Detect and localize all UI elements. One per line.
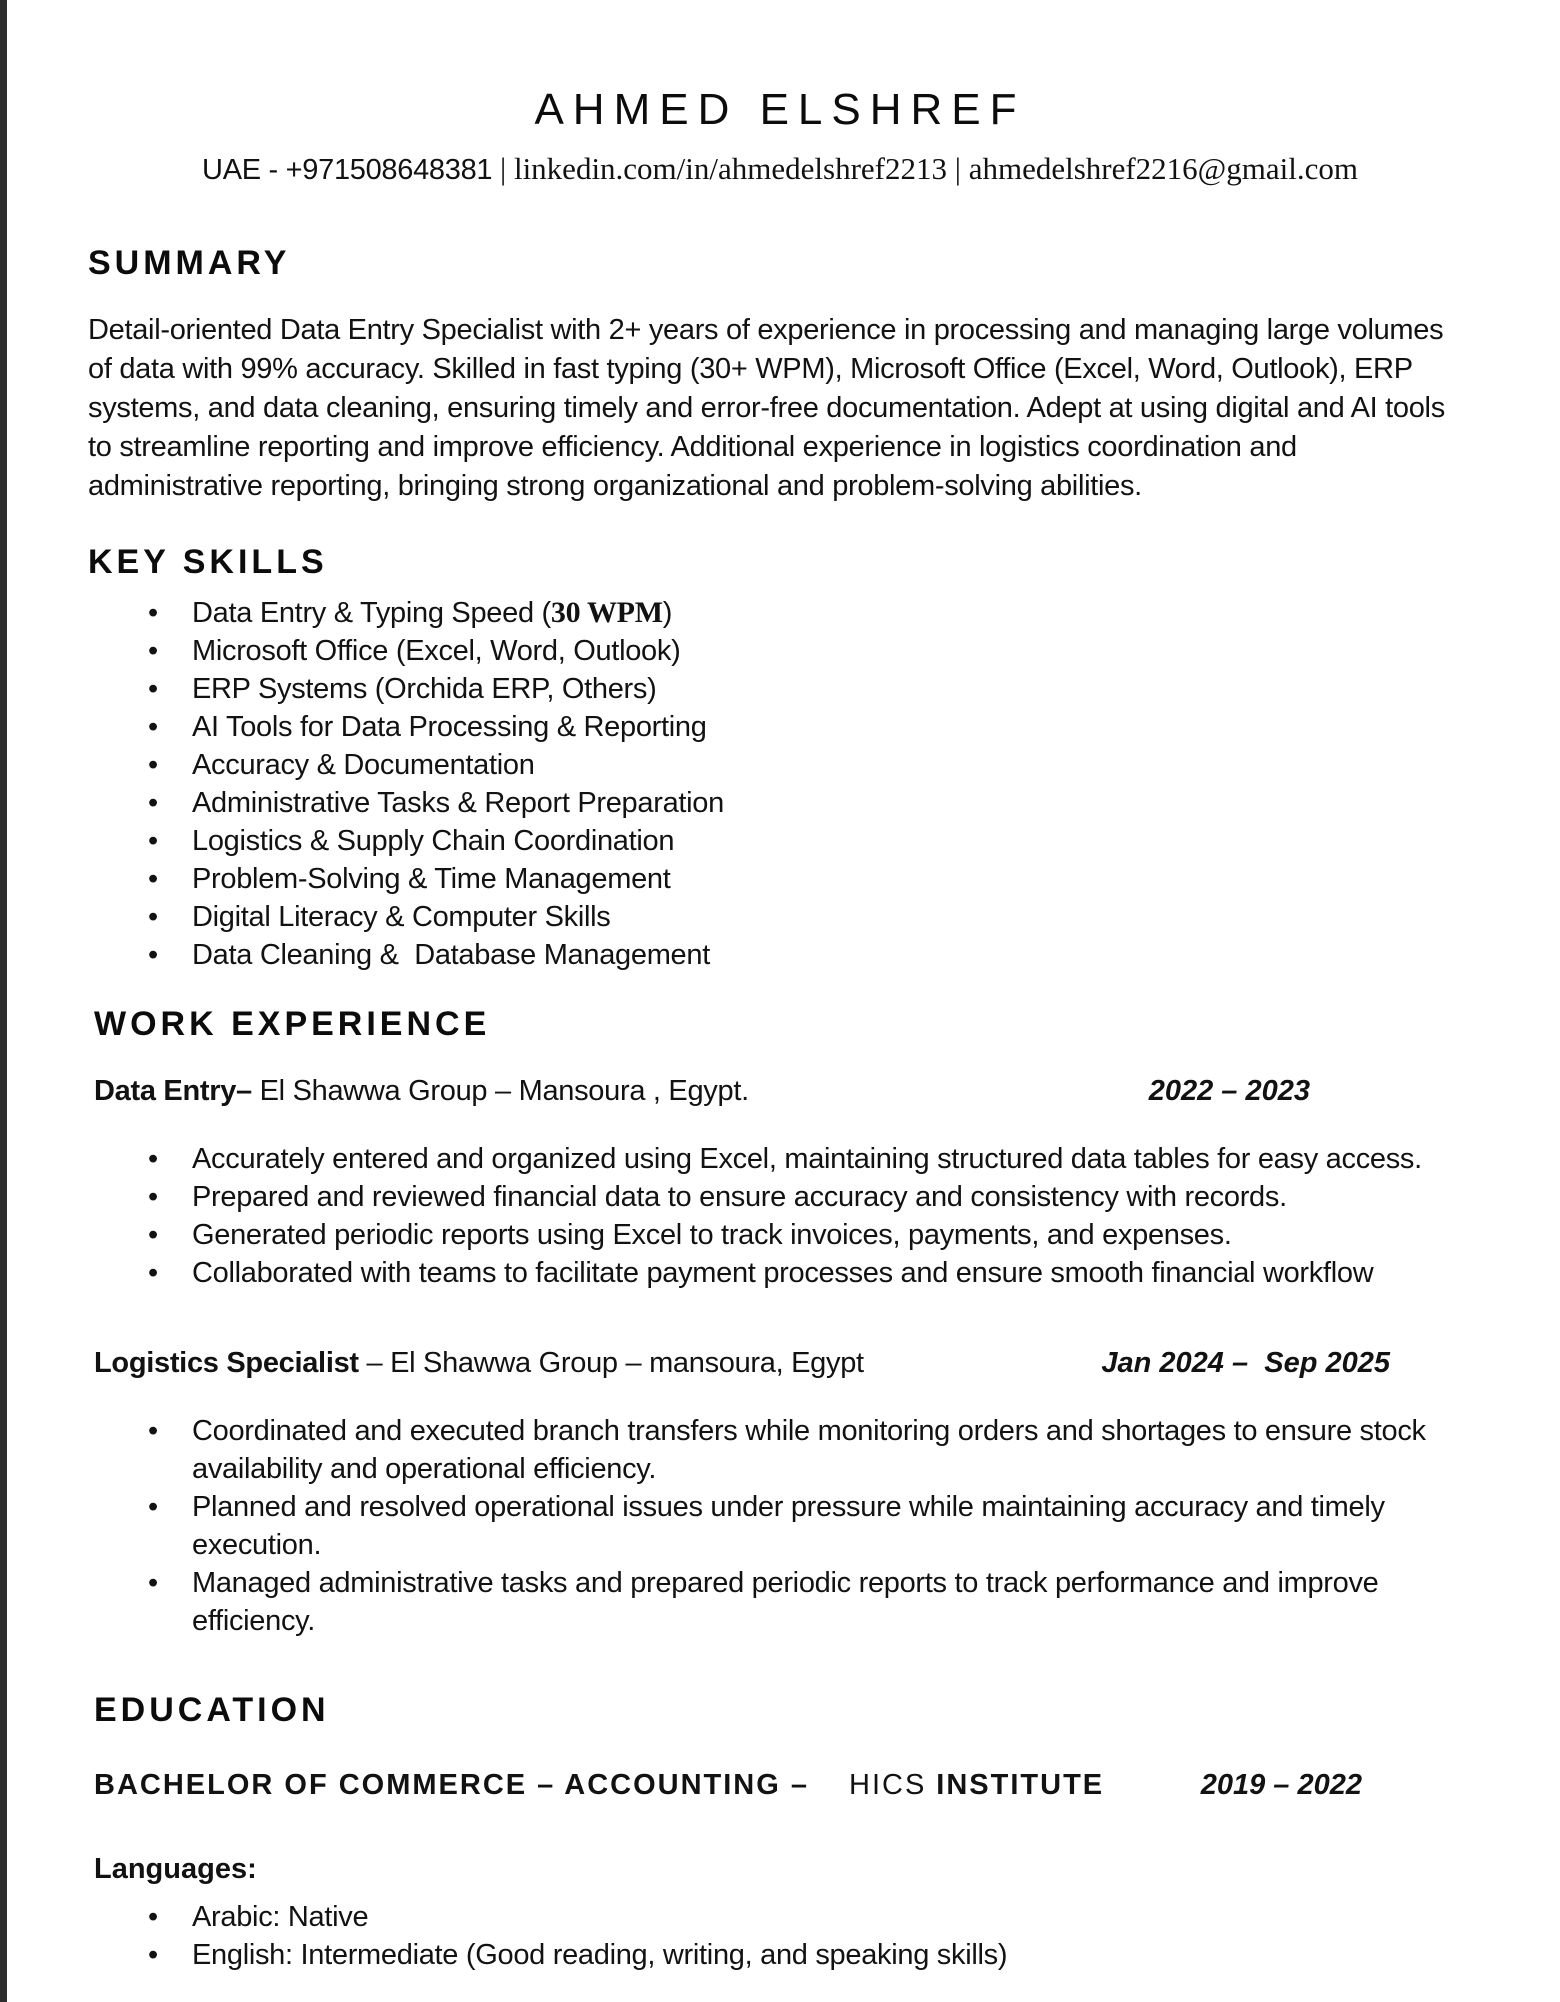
skill-item: • AI Tools for Data Processing & Reporting — [192, 708, 1472, 746]
skill-item: • Problem-Solving & Time Management — [192, 860, 1472, 898]
key-skills-list — [88, 594, 1472, 974]
linkedin-text: linkedin.com/in/ahmedelshref2213 — [513, 151, 947, 186]
language-item: • English: Intermediate (Good reading, writing, and speaking skills) — [192, 1936, 1472, 1974]
education-institute-name: HICS — [849, 1769, 927, 1801]
skill-item: • Microsoft Office (Excel, Word, Outlook) — [192, 632, 1472, 670]
resume-document — [88, 0, 1472, 1974]
section-heading-education: EDUCATION — [94, 1691, 330, 1729]
skill-item: • Data Cleaning & Database Management — [192, 936, 1472, 974]
skill-item: • Logistics & Supply Chain Coordination — [192, 822, 1472, 860]
job-bullet: • Coordinated and executed branch transfers while monitoring orders and shortages to ensure stock availability and operational efficiency. — [192, 1412, 1472, 1488]
education-degree: BACHELOR OF COMMERCE – ACCOUNTING – — [94, 1769, 809, 1801]
job-bullet: • Planned and resolved operational issues under pressure while maintaining accuracy and timely execution. — [192, 1488, 1472, 1564]
skill-item: • Digital Literacy & Computer Skills — [192, 898, 1472, 936]
job-title: Data Entry– — [94, 1075, 252, 1107]
education-institute — [849, 1766, 1104, 1804]
job-bullet: • Generated periodic reports using Excel to track invoices, payments, and expenses. — [192, 1216, 1472, 1254]
phone-text: UAE - +971508648381 — [202, 154, 493, 186]
page-left-border — [0, 0, 7, 2002]
language-item: • Arabic: Native — [192, 1898, 1472, 1936]
skill-text: ) — [662, 597, 673, 629]
job-title: Logistics Specialist — [94, 1347, 359, 1379]
job-dates: 2022 – 2023 — [1148, 1075, 1310, 1107]
skill-text: Data Entry & Typing Speed ( — [192, 597, 551, 629]
skill-item: • Accuracy & Documentation — [192, 746, 1472, 784]
job-company: El Shawwa Group – Mansoura , Egypt. — [251, 1075, 749, 1107]
education-institute-word: INSTITUTE — [936, 1769, 1105, 1801]
section-heading-key-skills: KEY SKILLS — [88, 543, 328, 581]
contact-line — [88, 150, 1472, 189]
languages-label: Languages: — [94, 1853, 257, 1885]
contact-separator: | — [492, 151, 514, 186]
job-bullet-list — [88, 1140, 1472, 1292]
education-dates: 2019 – 2022 — [1200, 1769, 1362, 1801]
skill-text-bold: 30 WPM — [550, 596, 663, 629]
job-bullet: • Managed administrative tasks and prepared periodic reports to track performance and improve efficiency. — [192, 1564, 1472, 1640]
job-title-line — [94, 1344, 864, 1382]
skill-item — [192, 594, 1472, 632]
summary-paragraph: Detail-oriented Data Entry Specialist with 2+ years of experience in processing and managing large volumes of data with 99% accuracy. Skilled in fast typing (30+ WPM), Microsoft Office (Excel, Word, Outlook), ERP systems, and data cleaning, ensuring timely and error-free documentation. Adept at using digital and AI tools to streamline reporting and improve efficiency. Additional experience in logistics coordination and administrative reporting, bringing strong organizational and problem-solving abilities. — [88, 314, 1453, 502]
education-row — [88, 1766, 1472, 1804]
candidate-name: AHMED ELSHREF — [534, 85, 1026, 134]
job-bullet: • Prepared and reviewed financial data to ensure accuracy and consistency with records. — [192, 1178, 1472, 1216]
languages-list — [88, 1898, 1472, 1974]
contact-separator: | — [946, 151, 969, 186]
job-bullet-list — [88, 1412, 1472, 1640]
job-company: – El Shawwa Group – mansoura, Egypt — [358, 1347, 864, 1379]
job-title-line — [94, 1072, 749, 1110]
section-heading-summary: SUMMARY — [88, 244, 291, 282]
job-bullet: • Accurately entered and organized using Excel, maintaining structured data tables for easy access. — [192, 1140, 1472, 1178]
section-heading-work-experience: WORK EXPERIENCE — [94, 1005, 491, 1043]
email-text: ahmedelshref2216@gmail.com — [968, 151, 1358, 186]
job-header — [88, 1344, 1472, 1382]
skill-item: • ERP Systems (Orchida ERP, Others) — [192, 670, 1472, 708]
skill-item: • Administrative Tasks & Report Preparation — [192, 784, 1472, 822]
job-header — [88, 1072, 1472, 1110]
job-dates: Jan 2024 – Sep 2025 — [1101, 1347, 1390, 1379]
job-bullet: • Collaborated with teams to facilitate payment processes and ensure smooth financial workflow — [192, 1254, 1472, 1292]
